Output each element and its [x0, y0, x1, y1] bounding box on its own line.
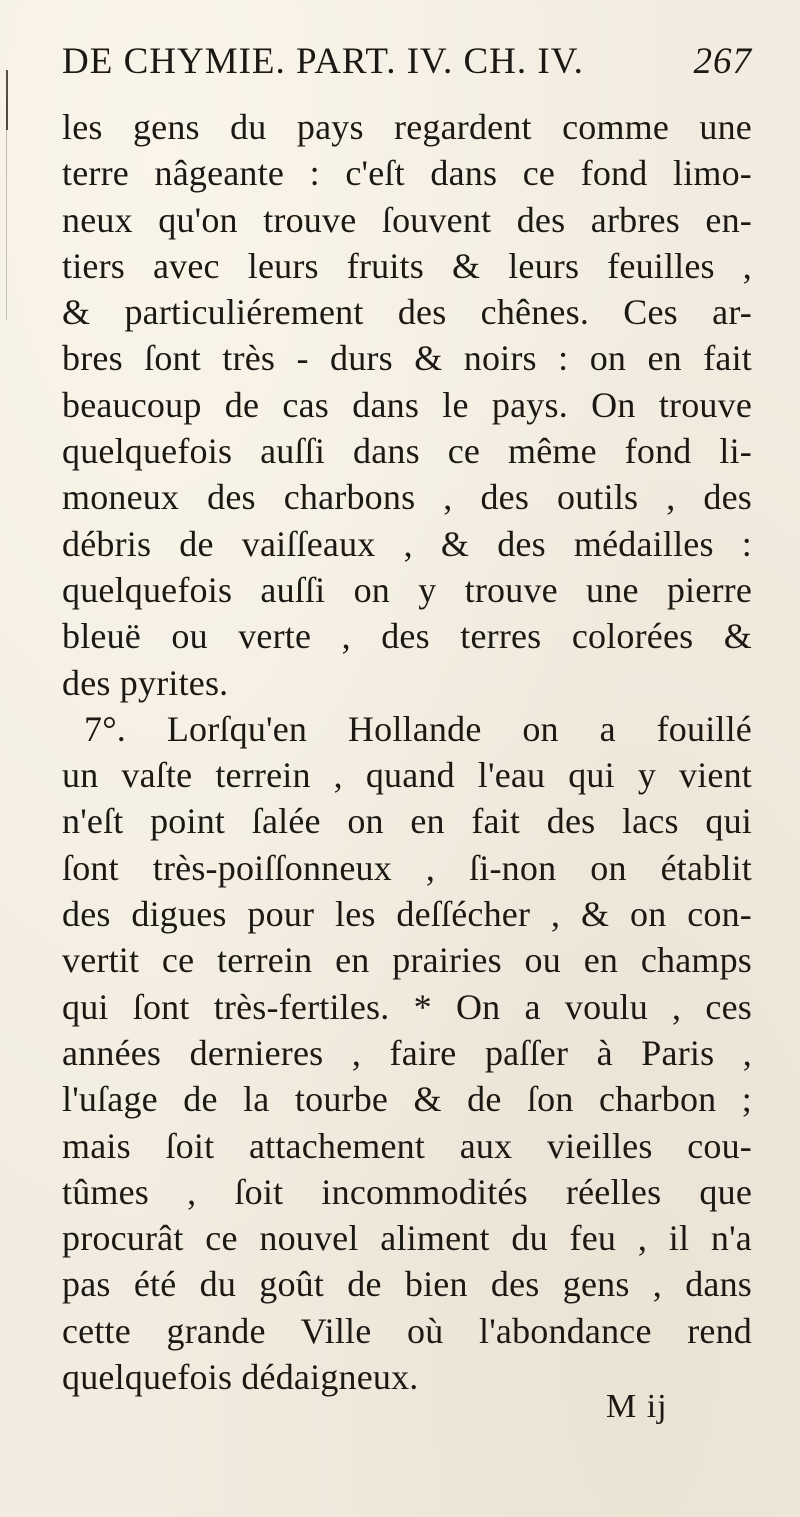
- text-line: débris de vaiſſeaux , & des médailles :: [62, 523, 752, 564]
- text-line: & particuliérement des chênes. Ces ar-: [62, 292, 752, 333]
- text-line: des digues pour les deſſécher , & on con-: [62, 894, 752, 935]
- page-number: 267: [693, 41, 752, 82]
- text-line: l'uſage de la tourbe & de ſon charbon ;: [62, 1079, 752, 1120]
- text-line: vertit ce terrein en prairies ou en champs: [62, 940, 752, 981]
- text-line: tûmes , ſoit incommodités réelles que: [62, 1171, 752, 1212]
- paragraph-end-line: des pyrites.: [62, 662, 229, 703]
- body-text: [62, 104, 752, 1400]
- text-line: n'eſt point ſalée on en fait des lacs qui: [62, 801, 752, 842]
- text-line: qui ſont très-fertiles. * On a voulu , ces: [62, 986, 752, 1027]
- text-line: bres ſont très - durs & noirs : on en fait: [62, 338, 752, 379]
- text-line: années dernieres , faire paſſer à Paris ,: [62, 1032, 752, 1073]
- text-line: pas été du goût de bien des gens , dans: [62, 1264, 752, 1305]
- text-line: ſont très-poiſſonneux , ſi-non on établit: [62, 847, 752, 888]
- text-line: neux qu'on trouve ſouvent des arbres en-: [62, 199, 752, 240]
- text-line: un vaſte terrein , quand l'eau qui y vient: [62, 755, 752, 796]
- paragraph-start-line: 7°. Lorſqu'en Hollande on a fouillé: [84, 708, 752, 749]
- text-line: quelquefois auſſi dans ce même fond li-: [62, 431, 752, 472]
- text-line: bleuë ou verte , des terres colorées &: [62, 616, 752, 657]
- text-line: procurât ce nouvel aliment du feu , il n'a: [62, 1218, 752, 1259]
- paragraph-end-line: quelquefois dédaigneux.: [62, 1357, 419, 1398]
- text-line: quelquefois auſſi on y trouve une pierre: [62, 569, 752, 610]
- text-line: mais ſoit attachement aux vieilles cou-: [62, 1125, 752, 1166]
- text-line: les gens du pays regardent comme une: [62, 107, 752, 147]
- text-line: tiers avec leurs fruits & leurs feuilles ,: [62, 245, 752, 286]
- text-line: cette grande Ville où l'abondance rend: [62, 1310, 752, 1351]
- text-line: beaucoup de cas dans le pays. On trouve: [62, 384, 752, 425]
- signature-mark: M ij: [606, 1388, 668, 1425]
- page-edge-shadow: [6, 100, 7, 320]
- text-line: moneux des charbons , des outils , des: [62, 477, 752, 518]
- running-head-title: DE CHYMIE. PART. IV. CH. IV.: [62, 41, 584, 82]
- text-line: terre nâgeante : c'eſt dans ce fond limo-: [62, 153, 752, 194]
- running-head: [62, 36, 752, 92]
